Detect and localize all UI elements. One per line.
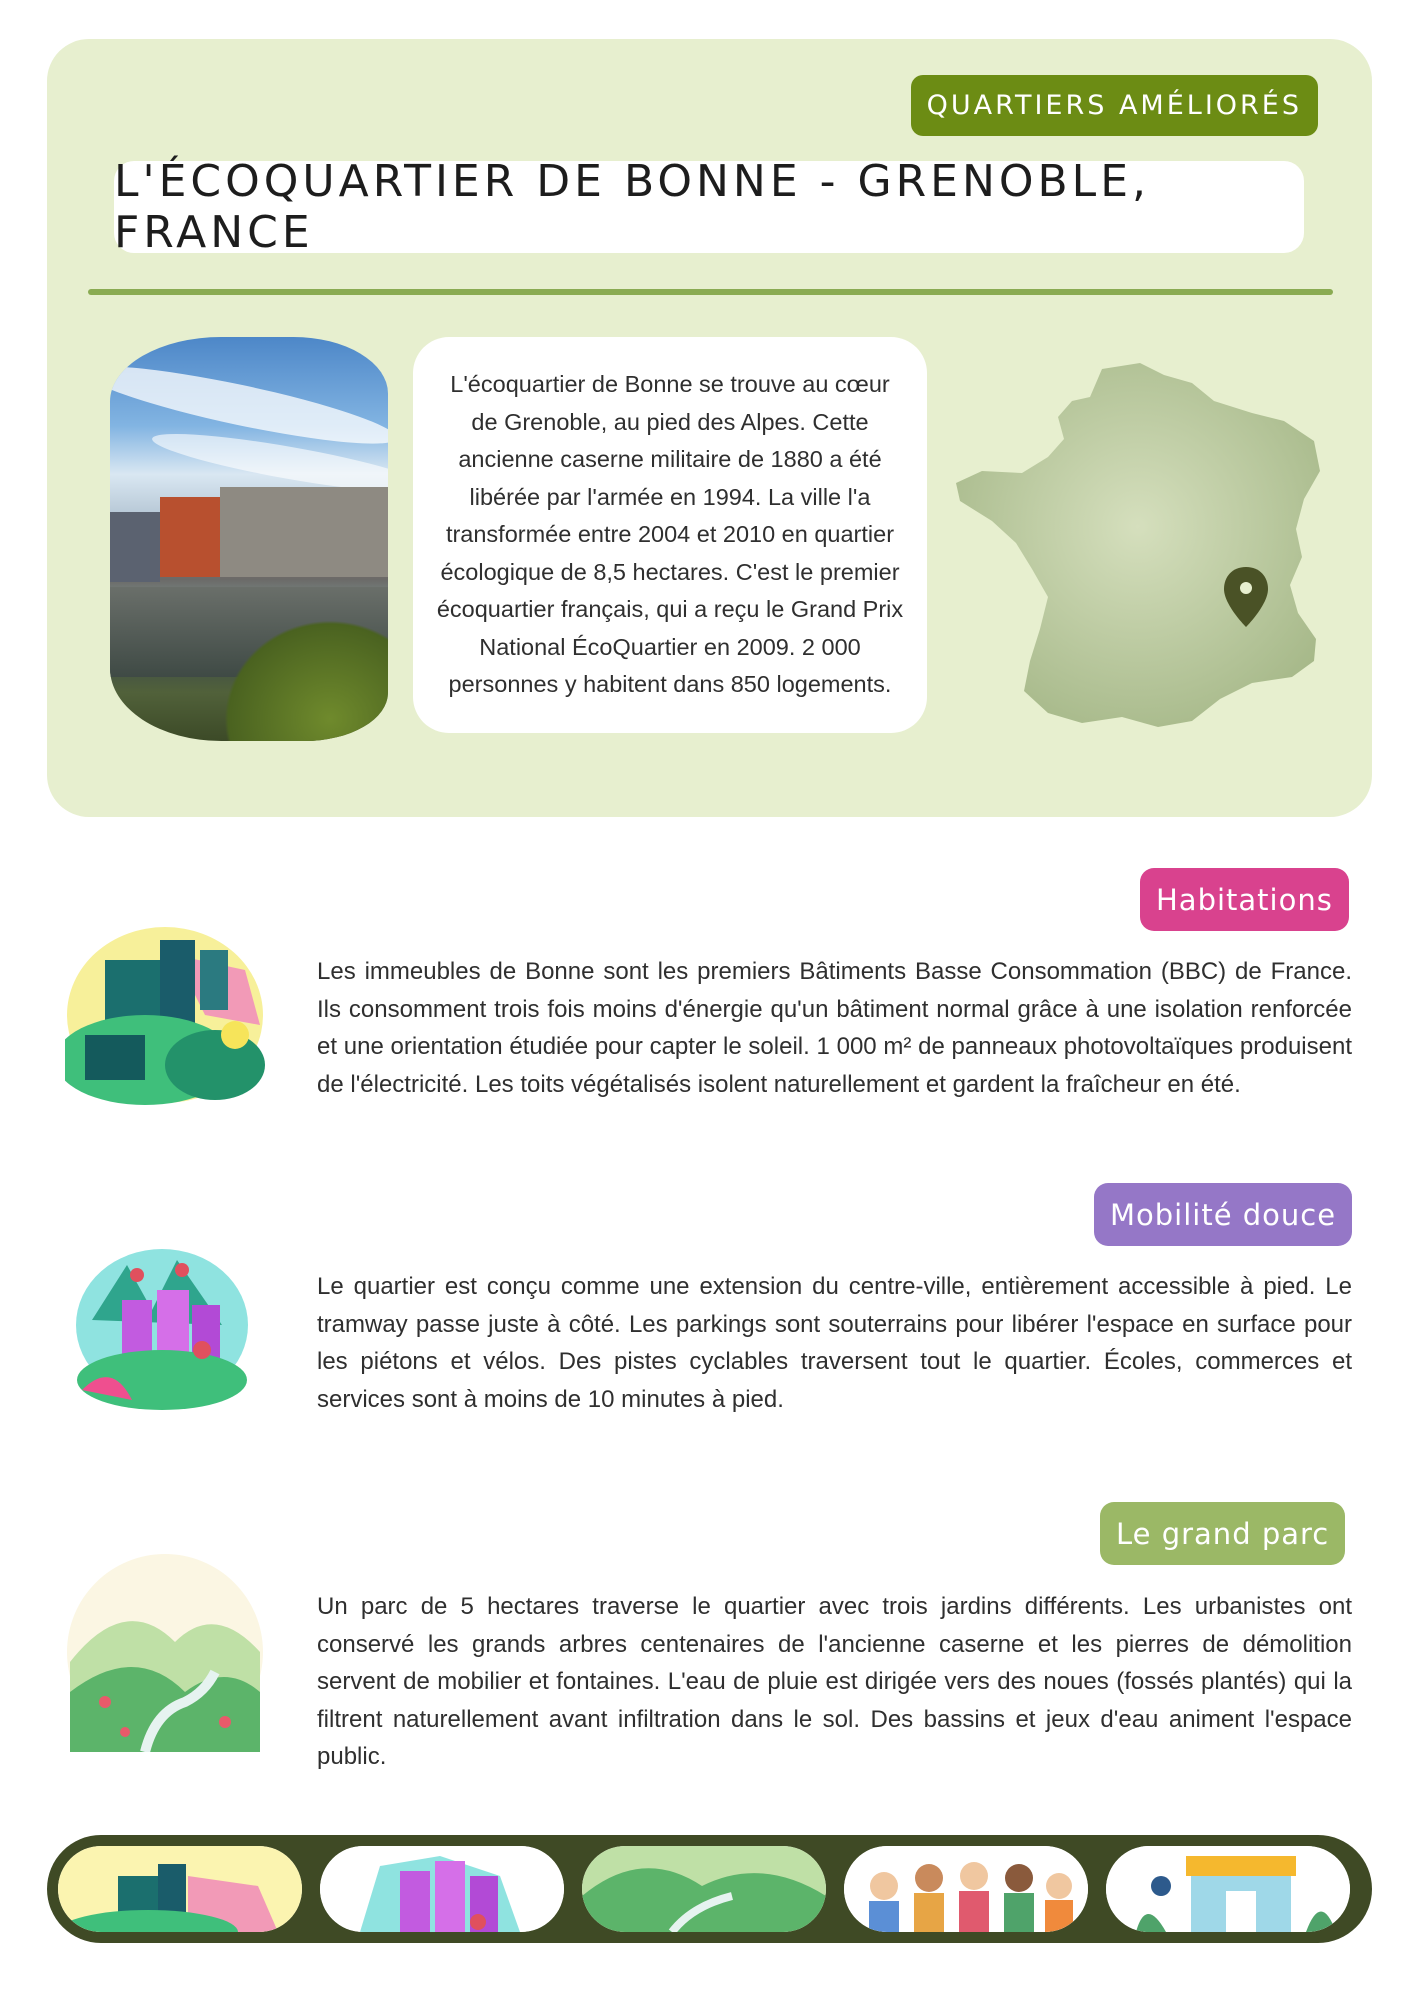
footer-strip	[47, 1835, 1372, 1943]
france-map	[952, 361, 1332, 756]
habitations-tag: Habitations	[1140, 868, 1349, 931]
category-tag: QUARTIERS AMÉLIORÉS	[911, 75, 1318, 136]
mobility-illustration	[72, 1240, 252, 1415]
thumb-mobility	[320, 1846, 564, 1932]
thumb-community	[844, 1846, 1088, 1932]
habitations-text: Les immeubles de Bonne sont les premiers Bâtiments Basse Consommation (BBC) de France. Ils consomment trois fois moins d'énergie qu'un bâtiment normal grâce à une isolation renforcée et une orientation étudiée pour capter le soleil. 1 000 m² de panneaux photovoltaïques produisent de l'électricité. Les toits végétalisés isolent naturellement et gardent la fraîcheur en été.	[317, 958, 1352, 1098]
mobility-tag: Mobilité douce	[1094, 1183, 1352, 1246]
page-title: L'ÉCOQUARTIER DE BONNE - GRENOBLE, FRANCE	[114, 161, 1304, 253]
park-illustration	[65, 1552, 265, 1752]
thumb-shop	[1106, 1846, 1350, 1932]
park-text: Un parc de 5 hectares traverse le quartier avec trois jardins différents. Les urbanistes ont conservé les grands arbres centenaires de l'ancienne caserne et les pierres de démolition servent de mobilier et fontaines. L'eau de pluie est dirigée vers des noues (fossés plantés) qui la filtrent naturellement avant infiltration dans le sol. Des bassins et jeux d'eau animent l'espace public.	[317, 1593, 1352, 1770]
intro-text-box	[413, 337, 927, 733]
housing-illustration	[65, 915, 265, 1105]
park-tag: Le grand parc	[1100, 1502, 1345, 1565]
mobility-text: Le quartier est conçu comme une extension du centre-ville, entièrement accessible à pied. Le tramway passe juste à côté. Les parkings sont souterrains pour libérer l'espace en surface pour les piétons et vélos. Des pistes cyclables traversent tout le quartier. Écoles, commerces et services sont à moins de 10 minutes à pied.	[317, 1273, 1352, 1413]
divider	[88, 289, 1333, 295]
hero-panel	[47, 39, 1372, 817]
thumb-park	[582, 1846, 826, 1932]
intro-text: L'écoquartier de Bonne se trouve au cœur de Grenoble, au pied des Alpes. Cette ancienne caserne militaire de 1880 a été libérée par l'armée en 1994. La ville l'a transformée entre 2004 et 2010 en quartier écologique de 8,5 hectares. C'est le premier écoquartier français, qui a reçu le Grand Prix National ÉcoQuartier en 2009. 2 000 personnes y habitent dans 850 logements.	[436, 371, 904, 698]
district-photo	[110, 337, 388, 741]
thumb-housing	[58, 1846, 302, 1932]
